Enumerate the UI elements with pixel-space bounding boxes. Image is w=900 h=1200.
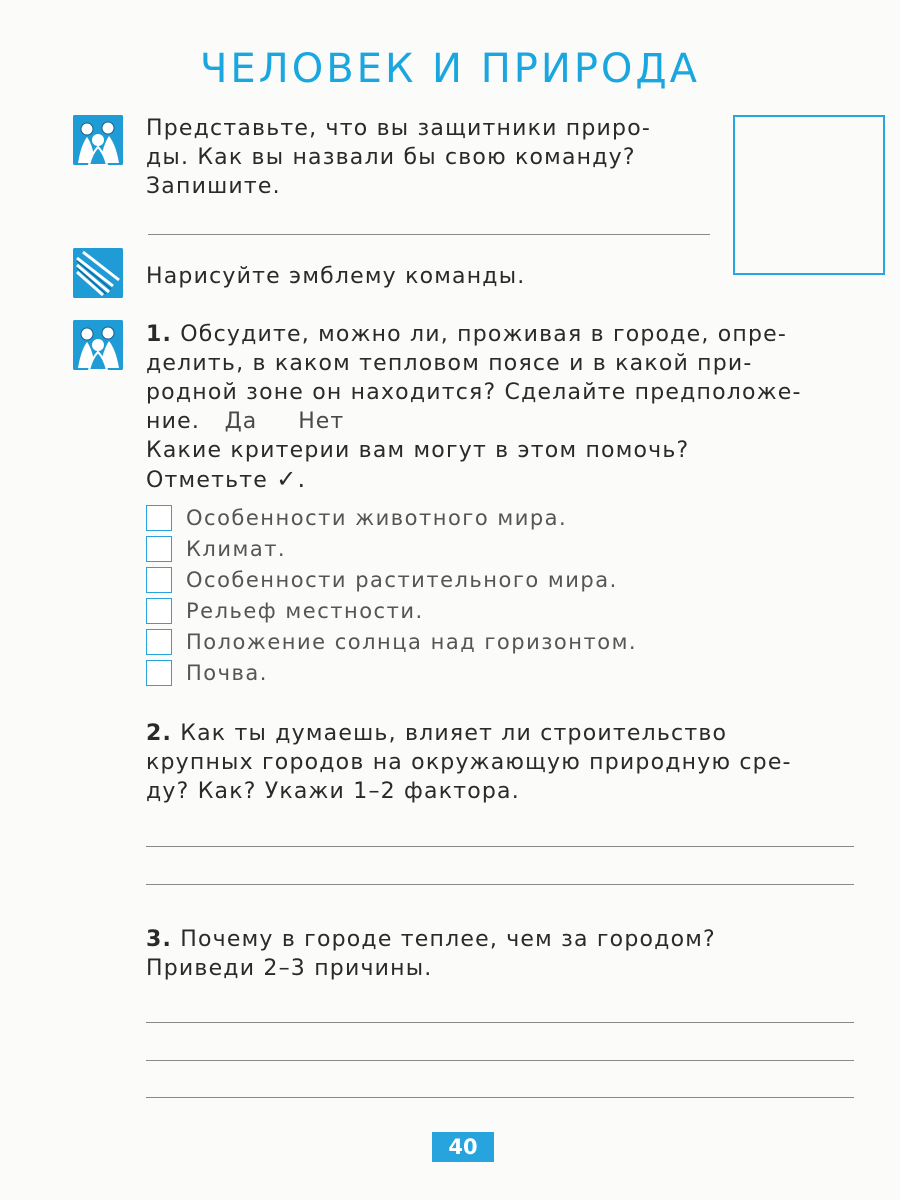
task1-text [146,320,866,495]
intro-line: ды. Как вы назвали бы свою команду? [146,145,636,170]
checkbox[interactable] [146,660,172,686]
group-of-children-icon [73,320,123,370]
no-option[interactable]: Нет [298,409,345,434]
criteria-option[interactable] [146,564,637,595]
task1-line-prefix: ние. [146,409,201,434]
task3-answer-line[interactable] [146,1022,854,1023]
task2-line-text: Как ты думаешь, влияет ли строительство [180,721,728,746]
yes-option[interactable]: Да [224,409,258,434]
intro-text [146,114,716,201]
draw-instruction: Нарисуйте эмблему команды. [146,264,526,289]
criteria-option[interactable] [146,533,637,564]
checkbox[interactable] [146,629,172,655]
criteria-option[interactable] [146,595,637,626]
group-of-children-icon [73,115,123,165]
intro-line: Представьте, что вы защитники приро- [146,116,651,141]
checkbox[interactable] [146,598,172,624]
task2-line [146,719,866,748]
task1-mark-prompt: Отметьте [146,468,268,493]
page-number: 40 [432,1132,494,1162]
emblem-drawing-box[interactable] [733,115,885,275]
task3-line-text: Почему в городе теплее, чем за городом? [180,927,716,952]
task2-number: 2. [146,721,173,746]
criteria-option-label: Особенности животного мира. [186,505,568,530]
team-name-answer-line[interactable] [148,234,710,235]
task3-answer-line[interactable] [146,1060,854,1061]
task2-answer-line[interactable] [146,846,854,847]
criteria-checklist [146,502,637,688]
task2-text [146,719,866,806]
pencils-icon [73,248,123,298]
task3-number: 3. [146,927,173,952]
check-mark-symbol: ✓. [276,465,307,493]
criteria-option-label: Положение солнца над горизонтом. [186,629,638,654]
task3-line [146,925,866,954]
criteria-option[interactable] [146,657,637,688]
checkbox[interactable] [146,536,172,562]
checkbox[interactable] [146,505,172,531]
task1-line [146,407,866,436]
task3-answer-line[interactable] [146,1097,854,1098]
task1-line: родной зоне он находится? Сделайте предположе- [146,380,802,405]
task1-number: 1. [146,322,173,347]
task1-line-text: Обсудите, можно ли, проживая в городе, опре- [180,322,788,347]
criteria-option[interactable] [146,502,637,533]
task1-line [146,320,866,349]
criteria-option-label: Климат. [186,536,287,561]
task2-line: ду? Как? Укажи 1–2 фактора. [146,779,520,804]
task3-line: Приведи 2–3 причины. [146,956,433,981]
task2-line: крупных городов на окружающую природную сре- [146,750,792,775]
page-title: ЧЕЛОВЕК И ПРИРОДА [199,46,701,92]
criteria-option-label: Почва. [186,660,268,685]
checkbox[interactable] [146,567,172,593]
task2-answer-line[interactable] [146,884,854,885]
criteria-option-label: Рельеф местности. [186,598,424,623]
task1-line: делить, в каком тепловом поясе и в какой при- [146,351,753,376]
task1-question: Какие критерии вам могут в этом помочь? [146,438,690,463]
criteria-option[interactable] [146,626,637,657]
task1-mark-prompt-line [146,465,866,495]
intro-line: Запишите. [146,174,281,199]
criteria-option-label: Особенности растительного мира. [186,567,618,592]
task3-text [146,925,866,983]
